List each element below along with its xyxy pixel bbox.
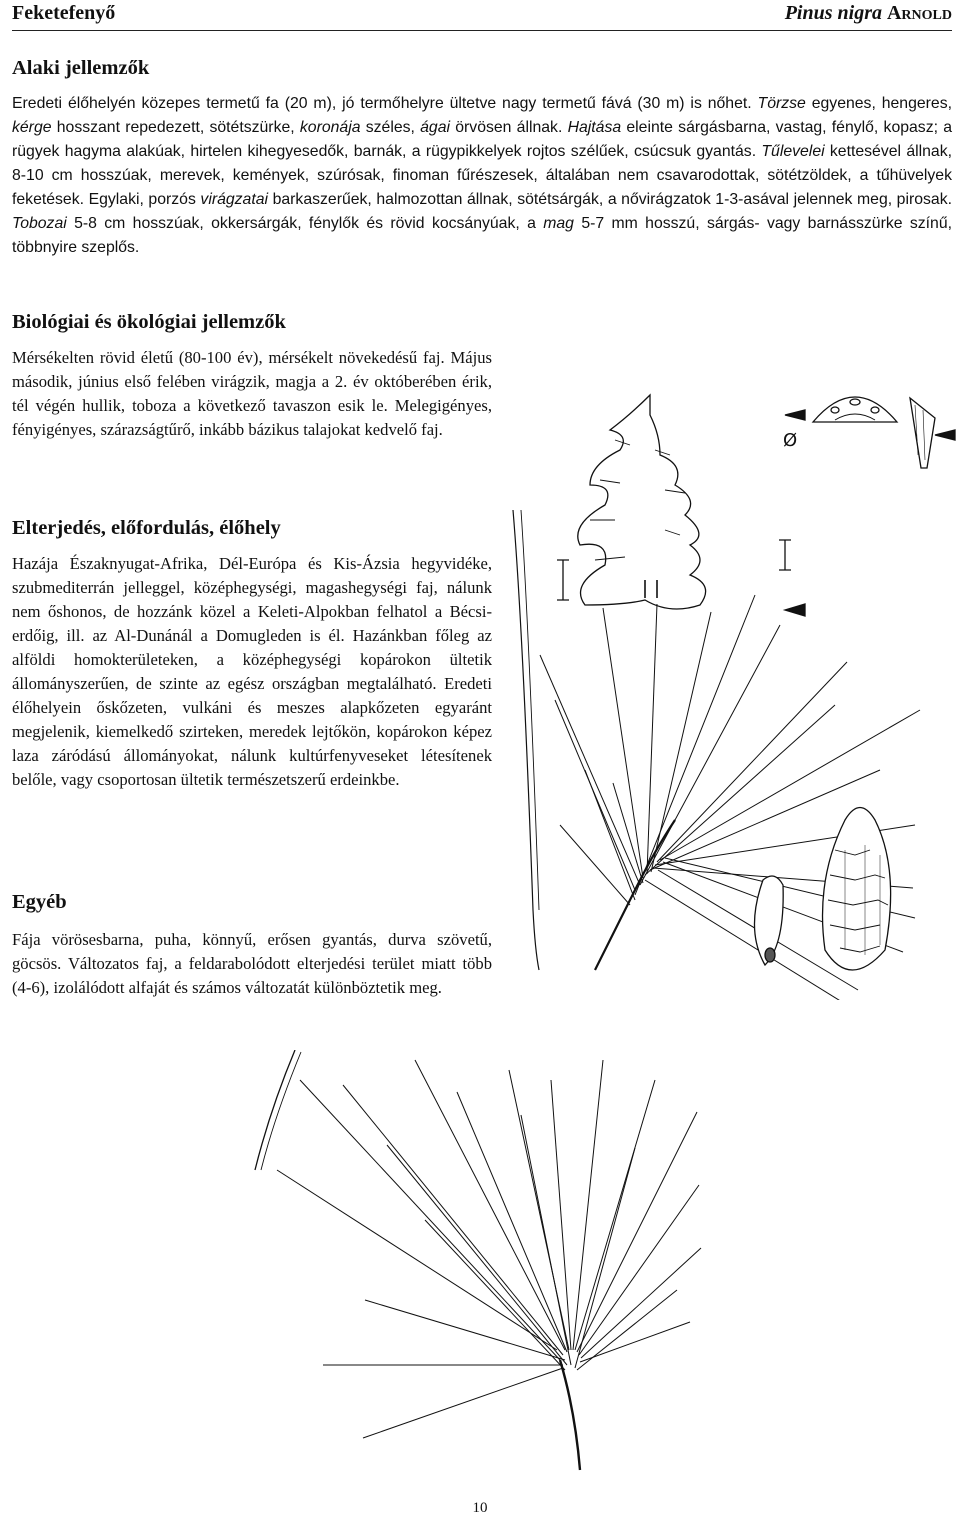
needle-tip — [910, 398, 935, 468]
pine-cone-icon — [823, 808, 891, 971]
section-title-bio: Biológiai és ökológiai jellemzők — [12, 311, 286, 333]
section-title-egyeb: Egyéb — [12, 891, 67, 913]
header-title-hungarian: Feketefenyő — [12, 2, 116, 24]
pine-twig — [277, 1060, 701, 1470]
tree-icon — [578, 395, 706, 609]
arrow-marker — [785, 604, 805, 616]
page-header — [12, 0, 952, 31]
header-species: Pinus nigra — [784, 2, 882, 24]
arrow-marker — [935, 430, 955, 440]
scale-bar — [557, 560, 569, 600]
section-title-alaki: Alaki jellemzők — [12, 57, 150, 79]
section-text-bio: Mérsékelten rövid életű (80-100 év), mérsékelt növekedésű faj. Május második, június első felében virágzik, magja a 2. év októberében érik, tél végén hullik, toboza a következő tavaszon esik le. Melegigényes, fényigényes, szárazságtűrő, inkább bázikus talajokat kedvelő faj. — [12, 348, 492, 439]
needle-cross-section — [813, 397, 897, 422]
diameter-symbol: Ø — [783, 430, 798, 451]
section-text-alaki: Eredeti élőhelyén közepes termetű fa (20 m), jó termőhelyre ültetve nagy termetű fává (30 m) is nőhet. Törzse egyenes, hengeres, kérge hosszant repedezett, sötétszürke, koronája széles, ágai örvösen állnak. Hajtása eleinte sárgásbarna, vastag, fénylő, kopasz; a rügyek hagyma alakúak, hirtelen kihegyesedők, barnák, a rügypikkelyek rojtos szélűek, csúcsuk gyantás. Tűlevelei kettesével állnak, 8-10 cm hosszúak, merevek, kemények, szúrósak, finoman fűrészesek, általában nem csavarodottak, sötétzöldek, a tűhüvelyek feketések. Egylaki, porzós virágzatai barkaszerűek, halmozottan állnak, sötétsárgák, a nővirágzatok 1-3-asával jelennek meg, pirosak. Tobozai 5-8 cm hosszúak, okkersárgák, fénylők és rövid kocsányúak, a mag 5-7 mm hosszú, sárgás- vagy barnásszürke színű, többnyire szeplős. — [12, 95, 953, 256]
section-title-elterjedes: Elterjedés, előfordulás, élőhely — [12, 517, 281, 539]
upper-botanical-illustration — [495, 380, 960, 1000]
section-text-egyeb: Fája vörösesbarna, puha, könnyű, erősen gyantás, durva szövetű, göcsös. Változatos faj, a feldarabolódott elterjedési terület miatt több (4-6), izolálódott alfaját és számos változatát különböztetik meg. — [12, 930, 492, 997]
page-number: 10 — [472, 1500, 488, 1516]
long-needle — [513, 510, 539, 970]
scale-bar — [779, 540, 791, 570]
section-text-elterjedes: Hazája Északnyugat-Afrika, Dél-Európa és Kis-Ázsia hegyvidéke, szubmediterrán jelleggel, középhegységi, magashegységi faj, nálunk nem őshonos, de hozzánk közel a Keleti-Alpokban felhatol a Bécsi-erdőig, ill. az Al-Dunánál a Domugleden is él. Hazánkban főleg az alföldi homokterületeken, a középhegységi kopárokon ültetik állományszerűen, de szinte az egész országban megtalálható. Eredeti élőhelyein őskőzeten, vulkáni és meszes alapkőzeten egyaránt megjelenik, kiemelkedő szirteken, meredek lejtőkön, kopárokon képez laza záródású állományokat, nálunk kultúrfenyveseket létesítenek belőle, vagy csoportosan ültetik természetszerű erdeinkbe. — [12, 554, 492, 789]
arrow-marker — [785, 410, 805, 420]
lower-botanical-illustration — [245, 1050, 705, 1480]
header-author: Arnold — [886, 2, 952, 24]
header-species-name — [785, 2, 952, 25]
long-needle — [255, 1050, 295, 1170]
